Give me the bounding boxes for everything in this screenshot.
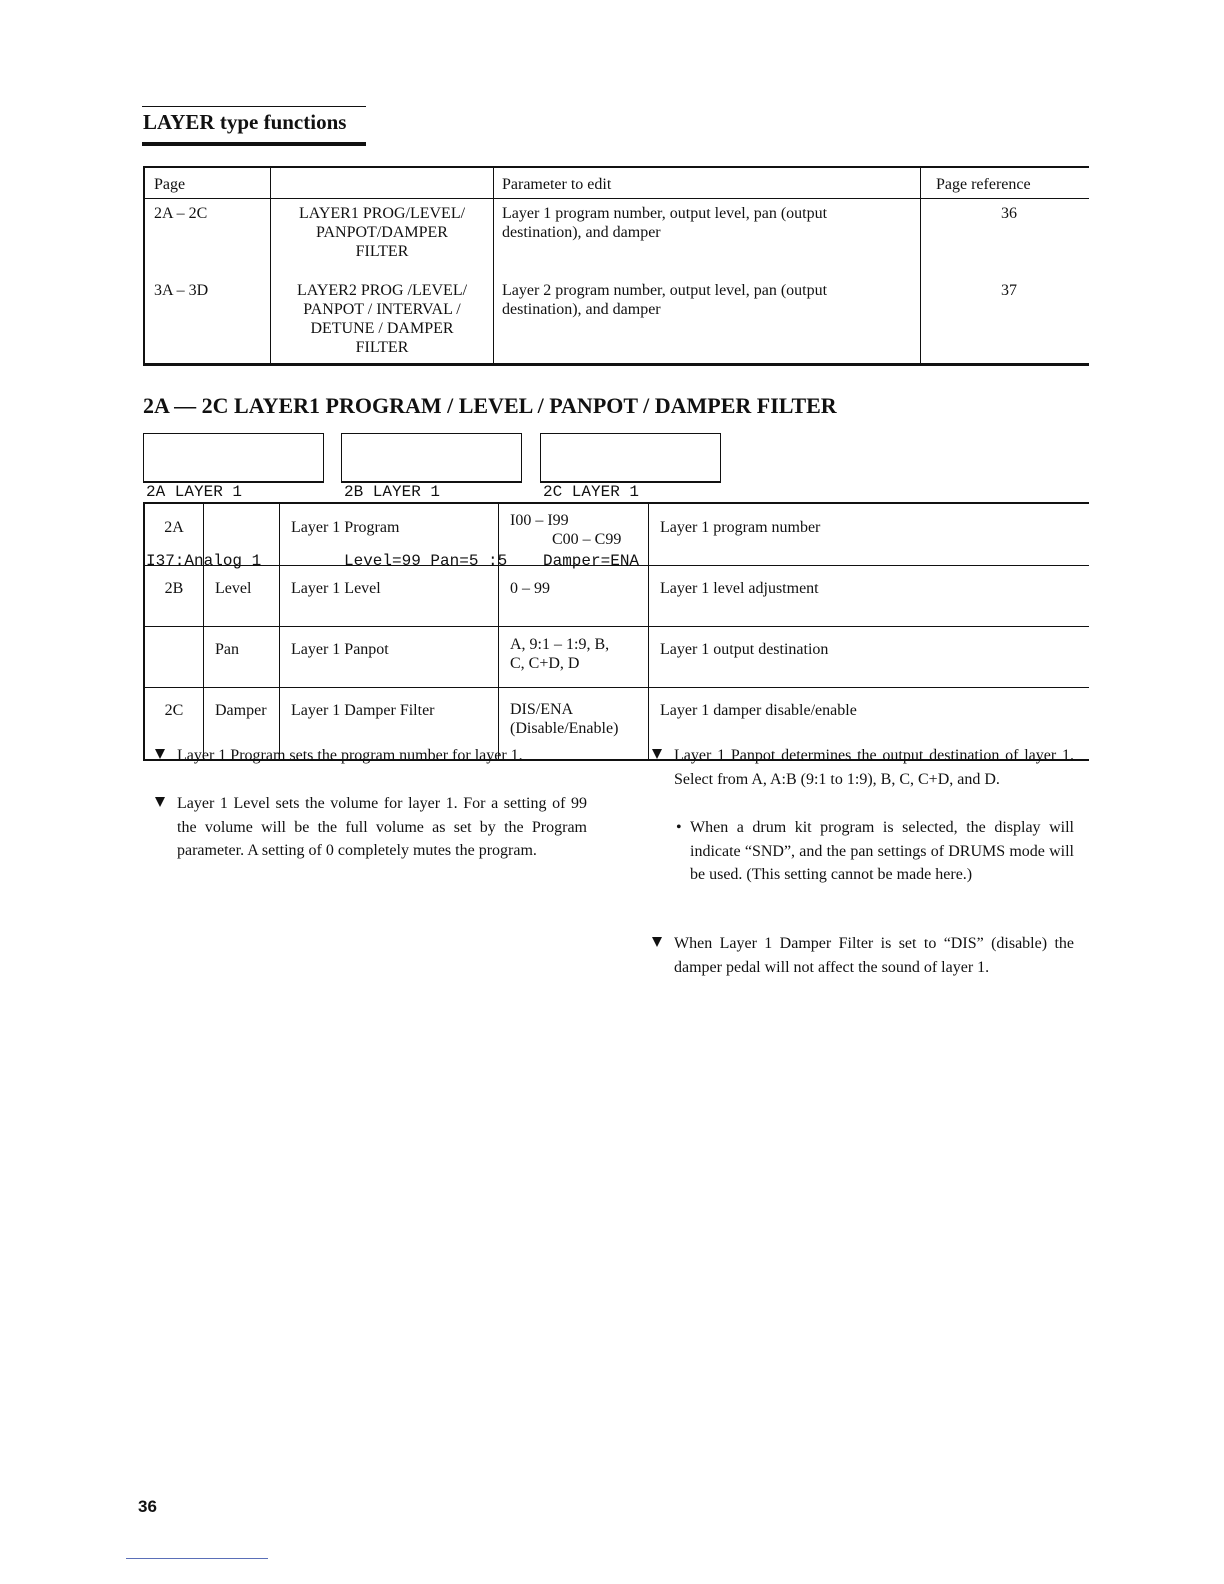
range-line: 0 – 99 (510, 580, 550, 597)
param-name: Layer 1 Program (280, 503, 499, 566)
description-line: destination), and damper (502, 300, 661, 318)
note-text: Layer 1 Program sets the program number for layer 1. (177, 747, 523, 764)
range-line: DIS/ENA (510, 701, 574, 718)
param-description: Layer 1 damper disable/enable (649, 688, 1090, 761)
main-heading: 2A — 2C LAYER1 PROGRAM / LEVEL / PANPOT / DAMPER FILTER (143, 393, 837, 418)
param-short-name: Pan (204, 627, 280, 688)
note-layer1-panpot (674, 744, 1074, 791)
param-description: Layer 1 output destination (649, 627, 1090, 688)
overview-reference-cell: 37 (921, 277, 1090, 365)
function-line: FILTER (355, 338, 409, 356)
footer-rule (126, 1558, 268, 1559)
note-text: When Layer 1 Damper Filter is set to “DIS” (disable) the damper pedal will not affect the sound of layer 1. (674, 935, 1074, 976)
param-short-name: Damper (204, 688, 280, 761)
function-line: FILTER (355, 242, 409, 260)
param-page: 2A (144, 503, 204, 566)
range-line: (Disable/Enable) (510, 720, 619, 737)
param-name: Layer 1 Level (280, 566, 499, 627)
parameter-row (144, 503, 1089, 566)
triangle-bullet-icon (652, 937, 662, 947)
note-layer1-level (177, 792, 587, 863)
lcd-line-1: 2C LAYER 1 (543, 483, 640, 501)
overview-page-cell: 3A – 3D (144, 277, 271, 365)
param-description: Layer 1 program number (649, 503, 1090, 566)
function-line: PANPOT/DAMPER (316, 223, 448, 241)
note-damper-filter (674, 932, 1074, 979)
lcd-line-2: Damper=ENA (543, 552, 640, 570)
param-range (499, 627, 649, 688)
description-line: Layer 1 program number, output level, pan (output (502, 204, 828, 222)
lcd-line-2: I37:Analog 1 (146, 552, 262, 570)
lcd-line-2: Level=99 Pan=5 :5 (344, 552, 508, 570)
param-range (499, 566, 649, 627)
function-line: PANPOT / INTERVAL / (303, 300, 461, 318)
overview-page-cell: 2A – 2C (144, 198, 271, 277)
lcd-line-1: 2A LAYER 1 (146, 483, 243, 501)
param-page: 2B (144, 566, 204, 627)
lcd-display-2a (143, 433, 324, 570)
function-line: DETUNE / DAMPER (310, 319, 454, 337)
overview-function-cell (271, 277, 494, 365)
overview-header-function (271, 167, 494, 198)
param-description: Layer 1 level adjustment (649, 566, 1090, 627)
note-text: Layer 1 Level sets the volume for layer 1. For a setting of 99 the volume will be the full volume as set by the Program parameter. A setting of 0 completely mutes the program. (177, 795, 587, 859)
function-line: LAYER1 PROG/LEVEL/ (298, 204, 466, 222)
description-line: destination), and damper (502, 223, 661, 241)
overview-table (143, 166, 1089, 366)
overview-header-row (144, 167, 1089, 198)
section-title: LAYER type functions (143, 110, 347, 134)
param-page: 2C (144, 688, 204, 761)
triangle-bullet-icon (652, 749, 662, 759)
overview-reference-cell: 36 (921, 198, 1090, 277)
overview-header-reference: Page reference (921, 167, 1090, 198)
range-line: C, C+D, D (510, 655, 580, 672)
note-text: When a drum kit program is selected, the display will indicate “SND”, and the pan settings of DRUMS mode will be used. (This setting cannot be made here.) (690, 819, 1074, 883)
overview-header-page: Page (144, 167, 271, 198)
param-short-name (204, 503, 280, 566)
triangle-bullet-icon (155, 749, 165, 759)
range-line: C00 – C99 (552, 531, 622, 548)
parameter-row (144, 627, 1089, 688)
dot-bullet-icon: • (676, 819, 682, 836)
triangle-bullet-icon (155, 797, 165, 807)
param-page (144, 627, 204, 688)
overview-description-cell (494, 198, 921, 277)
parameter-row (144, 566, 1089, 627)
overview-function-cell (271, 198, 494, 277)
overview-row (144, 277, 1089, 365)
param-name: Layer 1 Damper Filter (280, 688, 499, 761)
section-rule-top (142, 106, 366, 107)
lcd-line-1: 2B LAYER 1 (344, 483, 441, 501)
param-name: Layer 1 Panpot (280, 627, 499, 688)
overview-row (144, 198, 1089, 277)
description-line: Layer 2 program number, output level, pan (output (502, 281, 828, 299)
note-text: Layer 1 Panpot determines the output destination of layer 1. Select from A, A:B (9:1 to 1:9), B, C, C+D, and D. (674, 747, 1074, 788)
param-short-name: Level (204, 566, 280, 627)
page-number: 36 (138, 1497, 157, 1516)
parameter-table (143, 502, 1089, 761)
range-line: A, 9:1 – 1:9, B, (510, 636, 610, 653)
range-line: I00 – I99 (510, 512, 569, 529)
overview-header-parameter: Parameter to edit (494, 167, 921, 198)
note-drum-kit (676, 816, 1074, 887)
function-line: LAYER2 PROG /LEVEL/ (296, 281, 468, 299)
section-rule-bottom (142, 142, 366, 146)
note-layer1-program (177, 744, 589, 768)
overview-description-cell (494, 277, 921, 365)
param-range (499, 503, 649, 566)
